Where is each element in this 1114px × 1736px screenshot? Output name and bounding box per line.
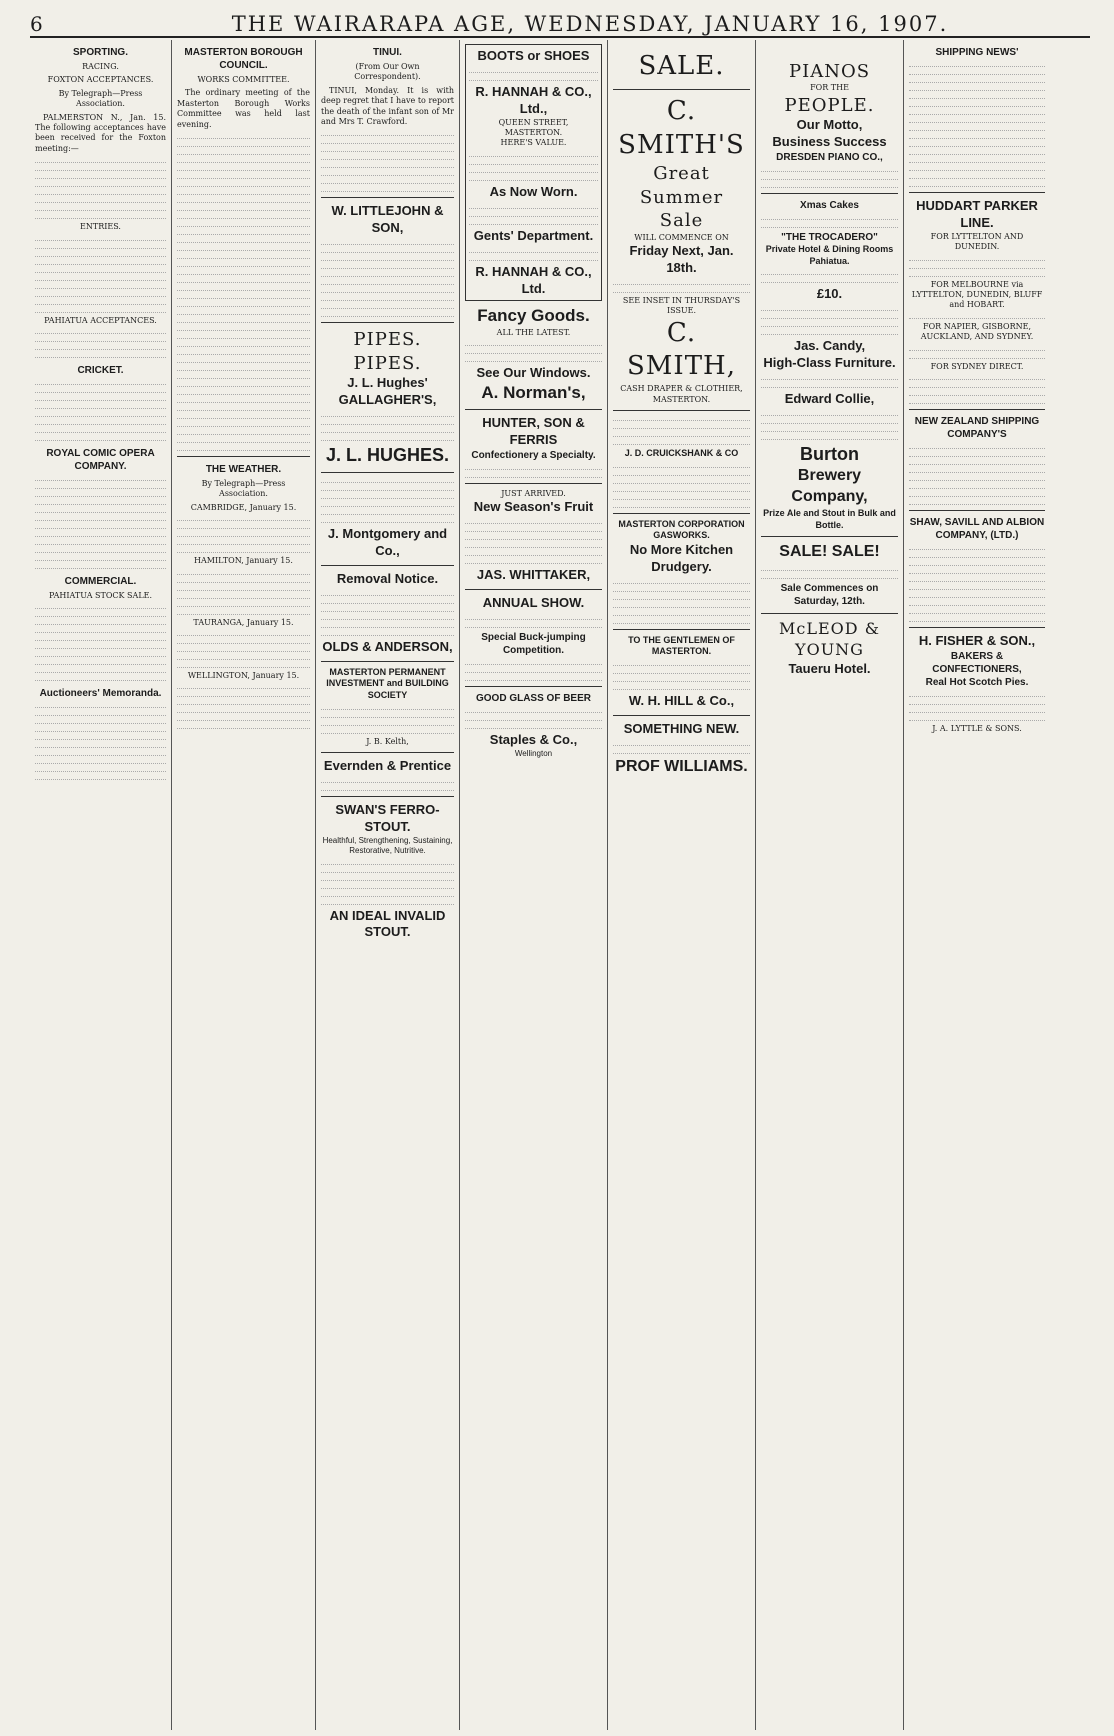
- column-4: [460, 40, 608, 1730]
- ad-hannah: [465, 44, 602, 301]
- ad-masterton: MASTERTON.: [652, 394, 711, 404]
- ad-mcleod: McLEOD & YOUNG: [779, 619, 880, 659]
- ad-removal: Removal Notice.: [336, 570, 439, 586]
- ad-cruickshank: J. D. CRUICKSHANK & CO: [624, 447, 739, 458]
- ad-something-new: SOMETHING NEW.: [623, 721, 740, 736]
- ad-friday: Friday Next, Jan. 18th.: [629, 242, 734, 275]
- heading-royal-comic-opera: ROYAL COMIC OPERA COMPANY.: [46, 447, 155, 472]
- ad-annual-show: ANNUAL SHOW.: [482, 594, 585, 610]
- column-7: [904, 40, 1050, 1730]
- ad-smith-2: C. SMITH,: [627, 317, 736, 382]
- column-5: [608, 40, 756, 1730]
- ad-collie: Edward Collie,: [784, 391, 875, 406]
- column-6: [756, 40, 904, 1730]
- ad-pahiatua: Pahiatua.: [809, 255, 850, 266]
- ad-heres-value: HERE'S VALUE.: [500, 138, 567, 148]
- dateline-cambridge: CAMBRIDGE, January 15.: [190, 502, 297, 512]
- ad-sale-2: Sale: [659, 210, 704, 232]
- heading-entries: ENTRIES.: [80, 222, 121, 232]
- ad-gents: Gents' Department.: [473, 227, 594, 243]
- ad-sale-sale: SALE! SALE!: [779, 543, 880, 561]
- ad-latest: ALL THE LATEST.: [496, 327, 571, 337]
- ad-trocadero: "THE TROCADERO": [781, 231, 878, 243]
- heading-cricket: CRICKET.: [77, 364, 124, 376]
- ad-wellington: Wellington: [514, 748, 553, 758]
- ad-huddart: HUDDART PARKER LINE.: [916, 198, 1038, 230]
- byline: (From Our Own Correspondent).: [354, 62, 421, 82]
- heading-weather: THE WEATHER.: [205, 463, 282, 475]
- ad-hannah-name: R. HANNAH & CO., Ltd.,: [475, 83, 592, 116]
- ad-shaw-savill: SHAW, SAVILL AND ALBION COMPANY, (LTD.): [909, 516, 1045, 541]
- ad-gasworks: MASTERTON CORPORATION GASWORKS.: [618, 518, 745, 541]
- ad-smith: C. SMITH'S: [618, 95, 745, 160]
- ad-as-now-worn: As Now Worn.: [489, 183, 578, 199]
- page-title: THE WAIRARAPA AGE, WEDNESDAY, JANUARY 16, 1907.: [231, 12, 949, 36]
- ad-evernden: Evernden & Prentice: [323, 758, 452, 774]
- ad-napier: FOR NAPIER, GISBORNE, AUCKLAND, AND SYDNEY.: [920, 321, 1034, 342]
- heading-racing: RACING.: [82, 62, 119, 71]
- ad-williams: PROF WILLIAMS.: [615, 757, 748, 775]
- masthead: [30, 6, 1090, 38]
- ad-great-summer: Great Summer: [639, 163, 724, 208]
- ad-people: PEOPLE.: [784, 94, 875, 116]
- ad-buck-jumping: Special Buck-jumping Competition.: [481, 631, 586, 656]
- ad-ideal: AN IDEAL INVALID STOUT.: [329, 907, 446, 940]
- ad-see-inset: SEE INSET IN THURSDAY'S ISSUE.: [622, 295, 741, 316]
- ad-draper: CASH DRAPER & CLOTHIER,: [620, 384, 743, 394]
- ad-pipes: PIPES. PIPES.: [353, 329, 422, 374]
- ad-sale: SALE.: [638, 51, 725, 81]
- ad-brewery: Brewery: [797, 467, 862, 485]
- ad-bakers: BAKERS & CONFECTIONERS,: [932, 650, 1022, 675]
- heading-tinui: TINUI.: [373, 47, 402, 58]
- ad-melbourne: FOR MELBOURNE via LYTTELTON, DUNEDIN, BLUFF and HOBART.: [911, 279, 1043, 310]
- column-1: [30, 40, 172, 1730]
- column-2: [172, 40, 316, 1730]
- ad-boots: BOOTS or SHOES: [477, 48, 590, 63]
- heading-foxton: FOXTON ACCEPTANCES.: [47, 75, 154, 85]
- ad-gentlemen: TO THE GENTLEMEN OF MASTERTON.: [628, 634, 735, 657]
- ad-hannah-2: R. HANNAH & CO., Ltd.: [475, 263, 592, 296]
- ad-new-season: New Season's Fruit: [473, 499, 594, 515]
- page-number: 6: [30, 12, 43, 36]
- ad-hughes: J. L. Hughes': [347, 374, 428, 390]
- ad-olds: OLDS & ANDERSON,: [322, 638, 453, 654]
- ad-fisher: H. FISHER & SON.,: [918, 632, 1036, 648]
- ad-motto: Our Motto,: [796, 117, 863, 133]
- ad-candy: Jas. Candy,: [793, 338, 866, 354]
- heading-sporting: SPORTING.: [72, 47, 128, 58]
- ad-investment: MASTERTON PERMANENT INVESTMENT and BUILDING SOCIETY: [326, 666, 449, 701]
- ad-staples: Staples & Co.,: [489, 731, 578, 747]
- dateline-hamilton: HAMILTON, January 15.: [194, 556, 293, 566]
- ad-hunter: HUNTER, SON & FERRIS: [482, 414, 585, 447]
- ad-xmas-cakes: Xmas Cakes: [800, 199, 859, 211]
- ad-lyttelton: FOR LYTTELTON AND DUNEDIN.: [930, 231, 1024, 252]
- heading-pahiatua: PAHIATUA ACCEPTANCES.: [44, 315, 157, 325]
- heading-stock-sale: PAHIATUA STOCK SALE.: [48, 590, 153, 600]
- heading-auctioneers: Auctioneers' Memoranda.: [39, 688, 162, 700]
- ad-pianos: PIANOS: [788, 61, 871, 82]
- heading-works-committee: WORKS COMMITTEE.: [197, 75, 290, 84]
- ad-prize-ale: Prize Ale and Stout in Bulk and Bottle.: [763, 507, 896, 530]
- ad-hill: W. H. HILL & Co.,: [628, 693, 735, 709]
- ad-littlejohn: W. LITTLEJOHN & SON,: [331, 203, 444, 236]
- ad-taueru: Taueru Hotel.: [788, 660, 871, 676]
- ad-dresden: DRESDEN PIANO CO.,: [776, 151, 883, 163]
- ad-swan: SWAN'S FERRO-STOUT.: [335, 801, 440, 834]
- ad-nz-shipping: NEW ZEALAND SHIPPING COMPANY'S: [914, 415, 1040, 440]
- ad-kelth: J. B. Kelth,: [366, 736, 409, 746]
- heading-shipping: SHIPPING NEWS': [935, 47, 1019, 58]
- ad-commences: Sale Commences on Saturday, 12th.: [780, 583, 879, 608]
- ad-queen-street: QUEEN STREET, MASTERTON.: [498, 117, 569, 138]
- dateline-wellington: WELLINGTON, January 15.: [187, 670, 300, 680]
- ad-whittaker: JAS. WHITTAKER,: [476, 566, 591, 582]
- ad-pies: Real Hot Scotch Pies.: [925, 676, 1029, 688]
- ad-business-success: Business Success: [772, 134, 887, 150]
- heading-commercial: COMMERCIAL.: [64, 575, 137, 587]
- byline: By Telegraph—Press Association.: [58, 88, 143, 109]
- ad-hughes-2: J. L. HUGHES.: [325, 444, 450, 465]
- ad-lyttle: J. A. LYTTLE & SONS.: [932, 723, 1022, 733]
- ad-montgomery: J. Montgomery and Co.,: [327, 526, 448, 558]
- byline: By Telegraph—Press Association.: [201, 478, 286, 499]
- ad-commence: WILL COMMENCE ON: [634, 232, 729, 242]
- paragraph: TINUI, Monday. It is with deep regret that I have to report the death of the infant son of Mr and Mrs T. Crawford.: [321, 85, 454, 126]
- ad-gallagher: GALLAGHER'S,: [338, 391, 437, 407]
- ad-sydney: FOR SYDNEY DIRECT.: [930, 361, 1024, 371]
- dateline-tauranga: TAURANGA, January 15.: [193, 617, 294, 627]
- ad-drudgery: No More Kitchen Drudgery.: [629, 541, 734, 574]
- ad-confectionery: Confectionery a Specialty.: [471, 449, 596, 461]
- ad-ten-pounds: £10.: [816, 286, 843, 302]
- ad-swan-sub: Healthful, Strengthening, Sustaining, Restorative, Nutritive.: [322, 835, 453, 856]
- paragraph: PALMERSTON N., Jan. 15. The following acceptances have been received for the Foxton meeting:—: [35, 112, 166, 153]
- ad-for-the: FOR THE: [810, 83, 849, 93]
- ad-company: Company,: [791, 488, 868, 506]
- ad-fancy-goods: Fancy Goods.: [477, 306, 590, 326]
- ad-furniture: High-Class Furniture.: [763, 355, 896, 371]
- ad-windows: See Our Windows.: [476, 364, 591, 380]
- ad-private-hotel: Private Hotel & Dining Rooms: [765, 243, 894, 254]
- ad-just-arrived: JUST ARRIVED.: [501, 488, 566, 498]
- paragraph: The ordinary meeting of the Masterton Borough Works Committee was held last evening.: [177, 88, 310, 129]
- ad-beer: GOOD GLASS OF BEER: [475, 692, 591, 704]
- heading-borough-council: MASTERTON BOROUGH COUNCIL.: [184, 47, 303, 71]
- ad-norman: A. Norman's,: [481, 382, 586, 402]
- column-3: [316, 40, 460, 1730]
- ad-burton: Burton: [800, 443, 859, 464]
